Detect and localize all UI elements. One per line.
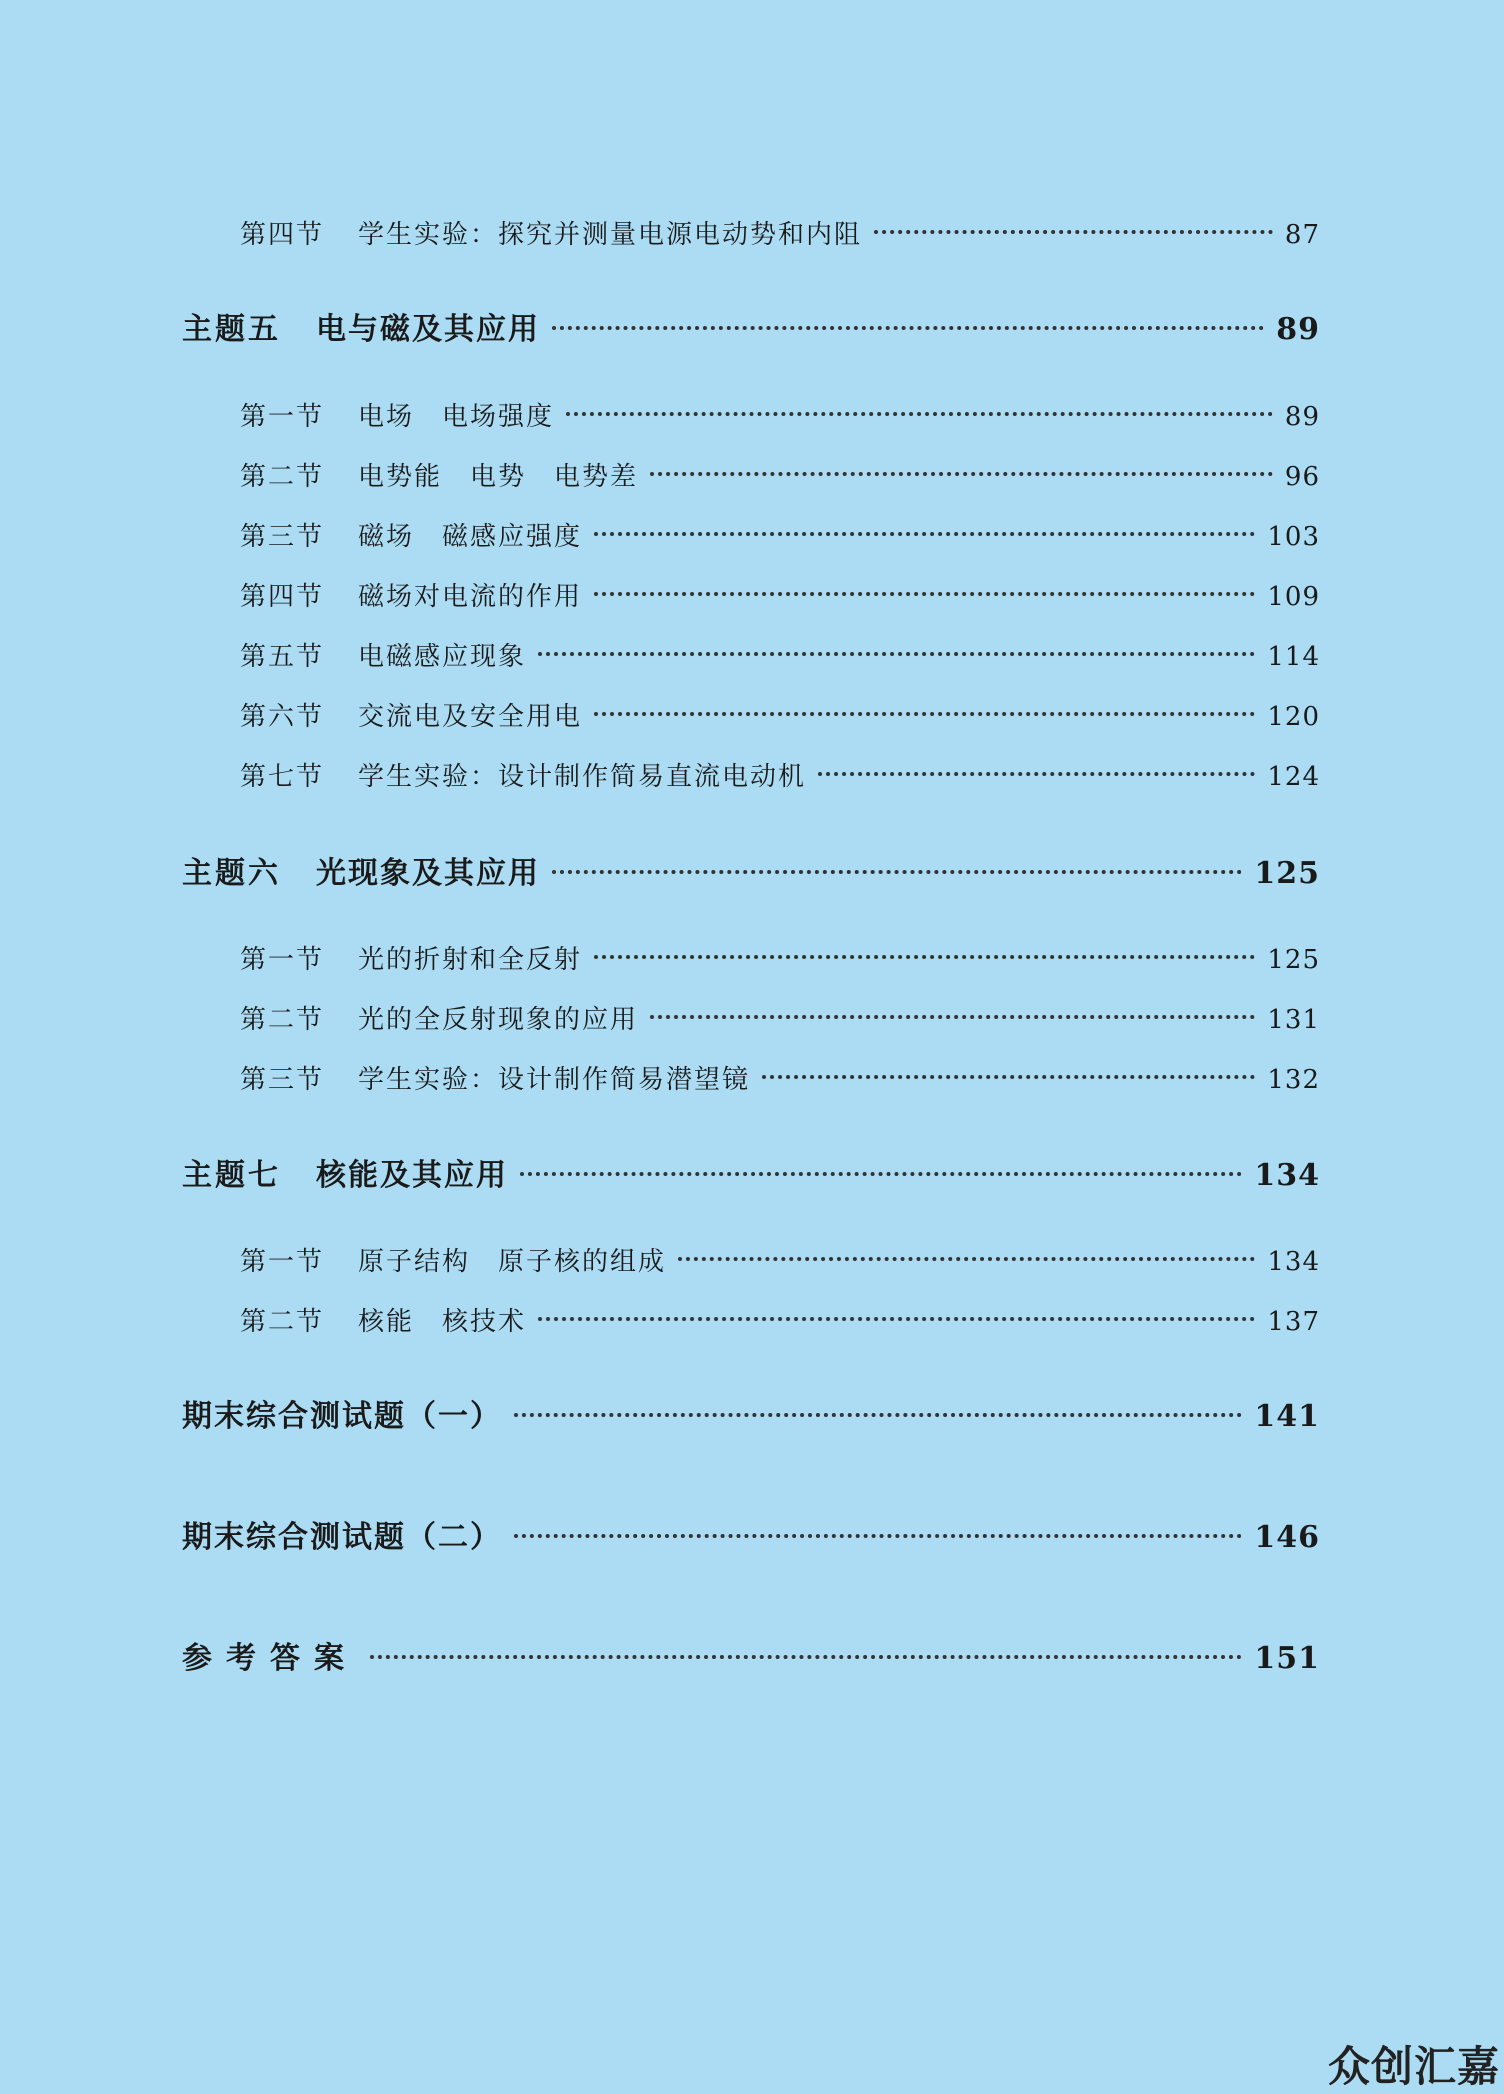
entry-number: 第四节 [240,220,325,250]
dot-leader [650,1015,1255,1019]
dot-leader [594,592,1255,596]
toc-entry[interactable] [240,636,1320,673]
entry-page: 87 [1284,220,1320,250]
entry-number: 第五节 [240,642,325,672]
entry-number: 第四节 [240,582,325,612]
entry-page: 134 [1267,1247,1320,1277]
chapter-number: 主题六 [182,856,281,891]
toc-entry[interactable] [240,456,1320,493]
entry-number: 第七节 [240,762,325,792]
dot-leader [514,1534,1242,1538]
entry-page: 137 [1267,1307,1320,1337]
toc-chapter[interactable] [182,1633,1320,1677]
entry-title: 核能 核技术 [358,1307,527,1337]
toc-entry[interactable] [240,999,1320,1036]
entry-number: 第一节 [240,945,325,975]
entry-number: 第二节 [240,1307,325,1337]
dot-leader [762,1075,1255,1079]
chapter-number: 主题七 [182,1158,281,1193]
chapter-page: 146 [1254,1520,1320,1555]
chapter-title: 核能及其应用 [316,1158,508,1193]
entry-title: 磁场 磁感应强度 [358,522,583,552]
entry-number: 第二节 [240,1005,325,1035]
toc-entry[interactable] [240,939,1320,976]
chapter-page: 141 [1254,1399,1320,1434]
chapter-page: 151 [1254,1641,1320,1676]
watermark-logo: 众创汇嘉 [1327,2042,1500,2091]
toc-chapter[interactable] [182,848,1320,892]
entry-title: 电磁感应现象 [358,642,527,672]
entry-page: 120 [1267,702,1320,732]
chapter-title: 电与磁及其应用 [316,312,540,347]
chapter-title: 期末综合测试题（一） [182,1399,502,1434]
toc-entry[interactable] [240,756,1320,793]
entry-title: 原子结构 原子核的组成 [358,1247,667,1277]
toc-entry[interactable] [240,576,1320,613]
entry-page: 114 [1267,642,1320,672]
chapter-page: 125 [1254,856,1320,891]
chapter-page: 134 [1254,1158,1320,1193]
dot-leader [552,326,1264,330]
toc-chapter[interactable] [182,1391,1320,1435]
dot-leader [520,1172,1242,1176]
chapter-page: 89 [1276,312,1320,347]
chapter-title: 期末综合测试题（二） [182,1520,502,1555]
entry-number: 第二节 [240,462,325,492]
entry-number: 第一节 [240,402,325,432]
entry-title: 电势能 电势 电势差 [358,462,639,492]
entry-page: 131 [1267,1005,1320,1035]
entry-title: 光的折射和全反射 [358,945,583,975]
entry-page: 89 [1284,402,1320,432]
dot-leader [566,412,1273,416]
entry-page: 132 [1267,1065,1320,1095]
entry-page: 103 [1267,522,1320,552]
entry-page: 124 [1267,762,1320,792]
entry-number: 第一节 [240,1247,325,1277]
dot-leader [514,1413,1242,1417]
entry-page: 96 [1284,462,1320,492]
entry-title: 电场 电场强度 [358,402,555,432]
toc-entry[interactable] [240,1059,1320,1096]
entry-title: 磁场对电流的作用 [358,582,583,612]
chapter-number: 主题五 [182,312,281,347]
entry-title: 交流电及安全用电 [358,702,583,732]
entry-page: 109 [1267,582,1320,612]
toc-chapter[interactable] [182,304,1320,348]
entry-title: 学生实验：设计制作简易直流电动机 [358,762,807,792]
toc-entry[interactable] [240,396,1320,433]
dot-leader [678,1257,1255,1261]
toc-entry[interactable] [240,214,1320,251]
toc-chapter[interactable] [182,1512,1320,1556]
entry-title: 学生实验：设计制作简易潜望镜 [358,1065,751,1095]
toc-entry[interactable] [240,696,1320,733]
chapter-title: 光现象及其应用 [316,856,540,891]
dot-leader [594,955,1255,959]
dot-leader [538,1317,1255,1321]
dot-leader [818,772,1255,776]
entry-page: 125 [1267,945,1320,975]
dot-leader [594,712,1255,716]
entry-title: 学生实验：探究并测量电源电动势和内阻 [358,220,863,250]
toc-chapter[interactable] [182,1150,1320,1194]
chapter-title: 参考答案 [182,1641,358,1676]
toc-entry[interactable] [240,516,1320,553]
dot-leader [552,870,1242,874]
toc-entry[interactable] [240,1241,1320,1278]
dot-leader [650,472,1273,476]
dot-leader [538,652,1255,656]
entry-number: 第三节 [240,522,325,552]
dot-leader [370,1655,1242,1659]
entry-title: 光的全反射现象的应用 [358,1005,639,1035]
entry-number: 第三节 [240,1065,325,1095]
entry-number: 第六节 [240,702,325,732]
toc-entry[interactable] [240,1301,1320,1338]
dot-leader [874,230,1273,234]
dot-leader [594,532,1255,536]
